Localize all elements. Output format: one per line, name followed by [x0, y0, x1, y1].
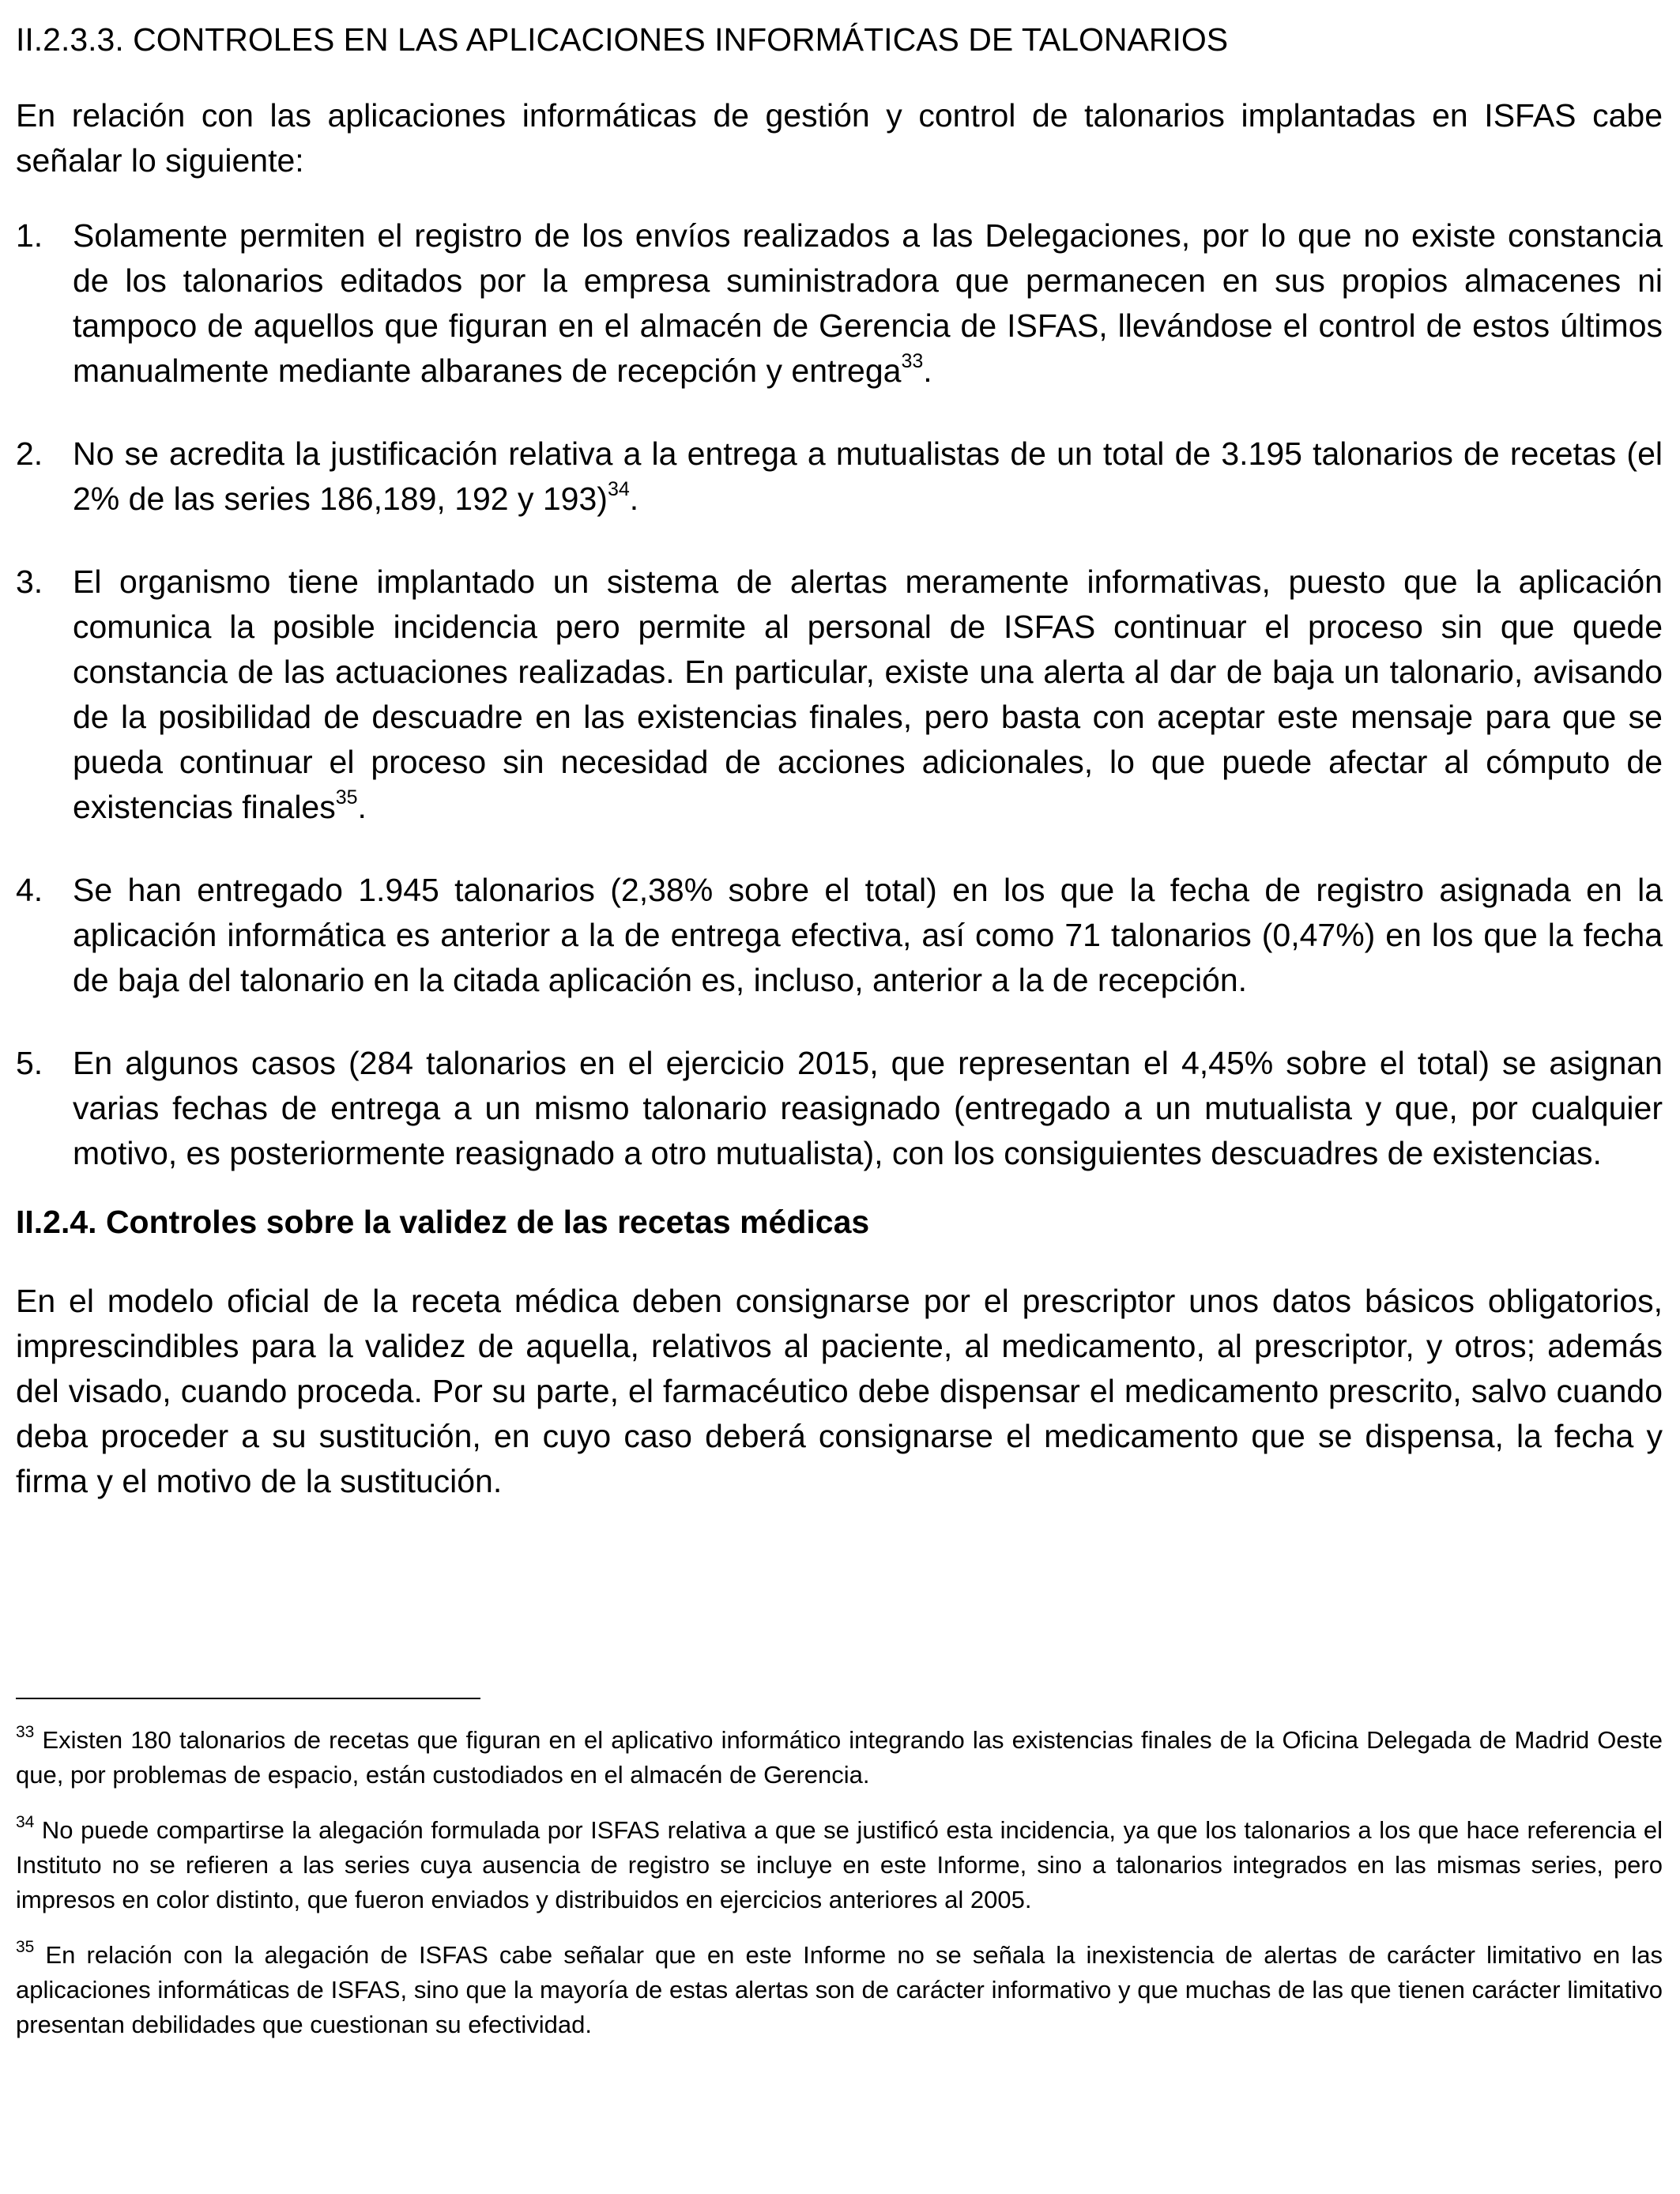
list-item-number: 3. [16, 564, 43, 600]
list-item-number: 2. [16, 435, 43, 472]
list-item-text: No se acredita la justificación relativa a la entrega a mutualistas de un total de 3.195 talonarios de recetas (el 2% de las series 186,189, 192 y 193) [73, 435, 1663, 517]
footnote-35 [16, 1938, 1663, 2042]
list-item-tail: . [923, 352, 932, 389]
list-item-number: 4. [16, 872, 43, 908]
list-item-2 [16, 432, 1663, 522]
footnote-reference-35[interactable]: 35 [335, 786, 358, 809]
intro-paragraph: En relación con las aplicaciones informáticas de gestión y control de talonarios implantadas en ISFAS cabe señalar lo siguiente: [16, 97, 1663, 179]
footnote-34 [16, 1813, 1663, 1917]
footnote-text: En relación con la alegación de ISFAS cabe señalar que en este Informe no se señala la inexistencia de alertas de carácter limitativo en las aplicaciones informáticas de ISFAS, sino que la mayoría de estas alertas son de carácter informativo y que muchas de las que tienen carácter limitativo presentan debilidades que cuestionan su efectividad. [16, 1941, 1663, 2038]
footnote-33 [16, 1723, 1663, 1793]
list-item-4 [16, 868, 1663, 1003]
list-item-tail: . [357, 789, 367, 825]
document-page [16, 16, 1663, 1504]
list-item-3 [16, 560, 1663, 830]
footnote-reference-34[interactable]: 34 [607, 478, 630, 500]
footnote-text: Existen 180 talonarios de recetas que figuran en el aplicativo informático integrando las existencias finales de la Oficina Delegada de Madrid Oeste que, por problemas de espacio, están custodiados en el almacén de Gerencia. [16, 1726, 1663, 1789]
list-item-number: 1. [16, 217, 43, 254]
subsection-heading: II.2.4. Controles sobre la validez de las recetas médicas [16, 1204, 870, 1240]
list-item-text: El organismo tiene implantado un sistema de alertas meramente informativas, puesto que la aplicación comunica la posible incidencia pero permite al personal de ISFAS continuar el proceso sin que quede constancia de las actuaciones realizadas. En particular, existe una alerta al dar de baja un talonario, avisando de la posibilidad de descuadre en las existencias finales, pero basta con aceptar este mensaje para que se pueda continuar el proceso sin necesidad de acciones adicionales, lo que puede afectar al cómputo de existencias finales [73, 564, 1663, 825]
footnote-number: 34 [16, 1813, 35, 1831]
list-item-text: Solamente permiten el registro de los envíos realizados a las Delegaciones, por lo que no existe constancia de los talonarios editados por la empresa suministradora que permanecen en sus propios almacenes ni tampoco de aquellos que figuran en el almacén de Gerencia de ISFAS, llevándose el control de estos últimos manualmente mediante albaranes de recepción y entrega [73, 217, 1663, 389]
footnotes-section [16, 1698, 1663, 2063]
numbered-list [16, 213, 1663, 1176]
footnote-divider [16, 1698, 480, 1699]
footnote-text: No puede compartirse la alegación formulada por ISFAS relativa a que se justificó esta incidencia, ya que los talonarios a los que hace referencia el Instituto no se refieren a las series cuya ausencia de registro se incluye en este Informe, sino a talonarios integrados en las mismas series, pero impresos en color distinto, que fueron enviados y distribuidos en ejercicios anteriores al 2005. [16, 1816, 1663, 1913]
list-item-text: En algunos casos (284 talonarios en el ejercicio 2015, que representan el 4,45% sobre el total) se asignan varias fechas de entrega a un mismo talonario reasignado (entregado a un mutualista y que, por cualquier motivo, es posteriormente reasignado a otro mutualista), con los consiguientes descuadres de existencias. [73, 1045, 1663, 1171]
closing-paragraph: En el modelo oficial de la receta médica deben consignarse por el prescriptor unos datos básicos obligatorios, imprescindibles para la validez de aquella, relativos al paciente, al medicamento, al prescriptor, y otros; además del visado, cuando proceda. Por su parte, el farmacéutico debe dispensar el medicamento prescrito, salvo cuando deba proceder a su sustitución, en cuyo caso deberá consignarse el medicamento que se dispensa, la fecha y firma y el motivo de la sustitución. [16, 1283, 1663, 1499]
list-item-text: Se han entregado 1.945 talonarios (2,38% sobre el total) en los que la fecha de registro asignada en la aplicación informática es anterior a la de entrega efectiva, así como 71 talonarios (0,47%) en los que la fecha de baja del talonario en la citada aplicación es, incluso, anterior a la de recepción. [73, 872, 1663, 998]
section-heading: II.2.3.3. CONTROLES EN LAS APLICACIONES INFORMÁTICAS DE TALONARIOS [16, 21, 1229, 58]
list-item-1 [16, 213, 1663, 394]
list-item-number: 5. [16, 1045, 43, 1081]
footnote-number: 35 [16, 1938, 35, 1956]
footnote-number: 33 [16, 1723, 35, 1741]
list-item-5 [16, 1041, 1663, 1176]
list-item-tail: . [629, 481, 639, 517]
footnote-reference-33[interactable]: 33 [901, 350, 924, 372]
